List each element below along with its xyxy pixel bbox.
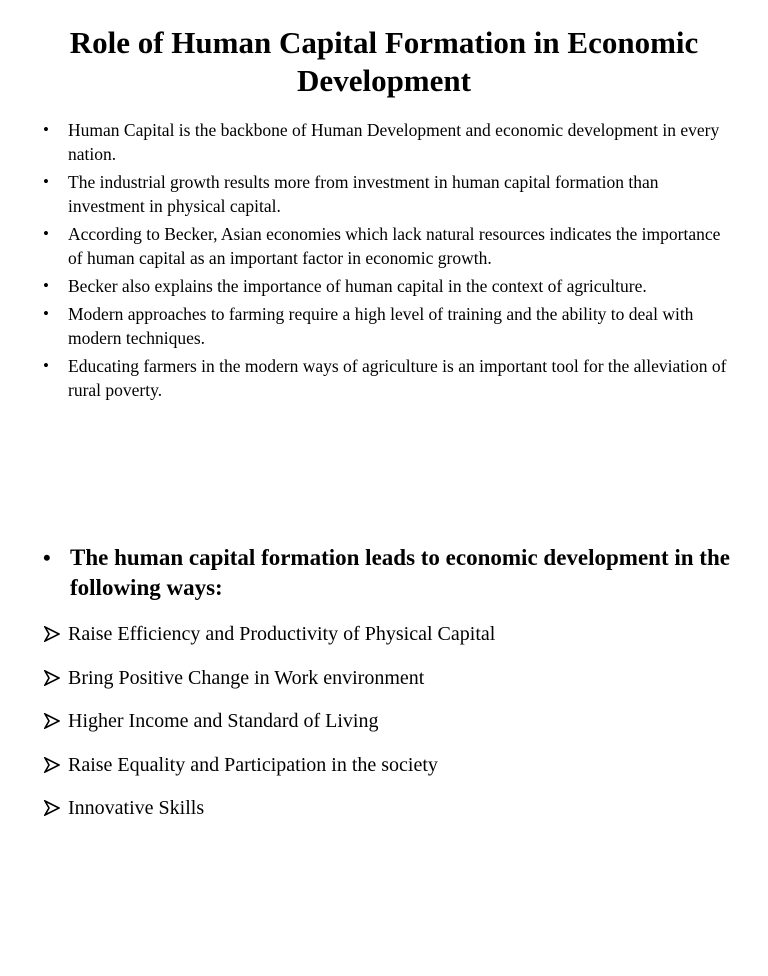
bullet-item: [40, 118, 730, 166]
bullet-item: [40, 274, 730, 298]
ways-item: [44, 620, 734, 648]
bullet-dot-icon: •: [43, 172, 49, 191]
ways-item-text: Raise Efficiency and Productivity of Physical Capital: [68, 623, 496, 645]
bullet-text: The industrial growth results more from investment in human capital formation than investment in physical capital.: [68, 172, 659, 216]
bullet-text: Modern approaches to farming require a high level of training and the ability to deal with modern techniques.: [68, 304, 694, 348]
bullet-dot-icon: •: [43, 545, 51, 570]
bullet-item: [40, 222, 730, 270]
ways-item-text: Raise Equality and Participation in the society: [68, 753, 438, 776]
page-title: Role of Human Capital Formation in Economic Development: [69, 25, 699, 98]
bullet-item: [40, 170, 730, 218]
ways-item: [44, 707, 734, 735]
bullet-text: Educating farmers in the modern ways of agriculture is an important tool for the alleviation of rural poverty.: [68, 356, 727, 400]
ways-item: [44, 664, 734, 692]
bullet-text: Becker also explains the importance of human capital in the context of agriculture.: [68, 276, 647, 296]
arrow-bullet-icon: [44, 626, 60, 642]
ways-item-text: Innovative Skills: [68, 797, 205, 819]
bullet-dot-icon: •: [43, 356, 49, 375]
arrow-bullet-icon: [44, 670, 60, 686]
ways-item-text: Higher Income and Standard of Living: [68, 710, 379, 732]
lead-point-text: The human capital formation leads to economic development in the following ways:: [70, 545, 730, 600]
arrow-bullet-icon: [44, 800, 60, 816]
ways-item: [44, 751, 734, 779]
ways-item: [44, 794, 734, 822]
bullet-text: Human Capital is the backbone of Human Development and economic development in every nation.: [68, 120, 720, 164]
ways-list: [44, 620, 734, 838]
bullet-item: [40, 302, 730, 350]
bullet-dot-icon: •: [43, 304, 49, 323]
lead-point: [40, 543, 730, 603]
bullet-dot-icon: •: [43, 224, 49, 243]
bullet-item: [40, 354, 730, 402]
bullet-dot-icon: •: [43, 276, 49, 295]
arrow-bullet-icon: [44, 757, 60, 773]
bullet-text: According to Becker, Asian economies which lack natural resources indicates the importance of human capital as an important factor in economic growth.: [68, 224, 721, 268]
arrow-bullet-icon: [44, 713, 60, 729]
bullet-dot-icon: •: [43, 120, 49, 139]
ways-item-text: Bring Positive Change in Work environment: [68, 666, 425, 689]
bullet-list: [40, 118, 730, 406]
